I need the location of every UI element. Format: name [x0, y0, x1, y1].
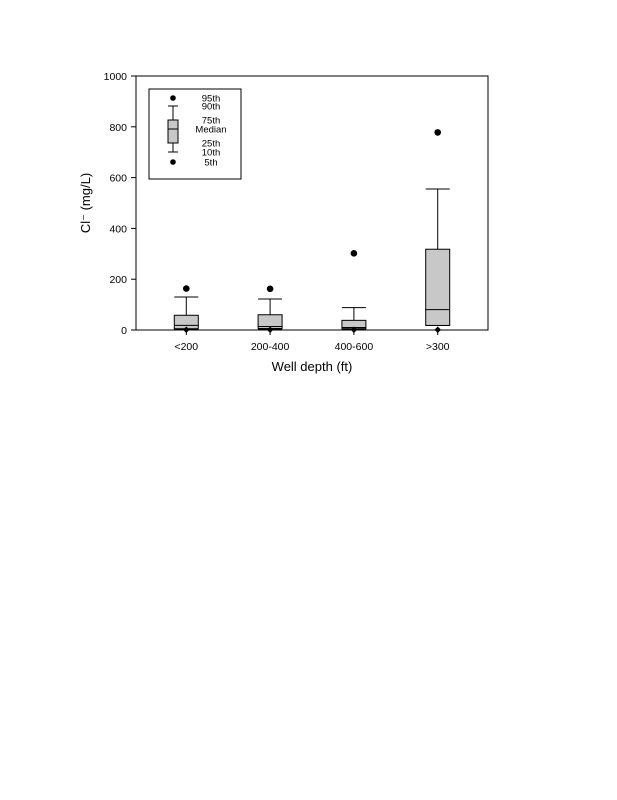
legend-label: 90th: [201, 101, 221, 113]
x-tick-label: <200: [174, 341, 199, 353]
legend-p95-symbol: [170, 95, 176, 101]
x-axis-title: Well depth (ft): [271, 359, 353, 374]
p95-point: [351, 250, 358, 257]
box-iqr: [426, 249, 450, 325]
legend-label: 25th: [201, 138, 221, 150]
p95-point: [267, 286, 274, 293]
p95-point: [434, 129, 441, 136]
legend-box: [168, 120, 178, 143]
y-tick-label: 800: [109, 121, 127, 134]
y-tick-label: 0: [121, 325, 127, 337]
legend-label: 95th: [201, 93, 221, 105]
x-tick-label: 400-600: [334, 341, 374, 353]
x-tick-label: 200-400: [250, 341, 290, 353]
y-tick-label: 400: [109, 223, 127, 236]
legend-label: 5th: [204, 157, 218, 169]
y-tick-label: 600: [109, 172, 127, 185]
x-tick-label: >300: [425, 341, 450, 353]
legend-label: 10th: [201, 147, 221, 159]
legend-p5-symbol: [170, 159, 176, 165]
y-tick-label: 1000: [103, 71, 127, 83]
box-group: [258, 286, 282, 333]
legend: [149, 89, 241, 179]
p95-point: [183, 285, 190, 292]
y-tick-label: 200: [109, 274, 127, 287]
legend-label: Median: [195, 124, 227, 136]
box-group: [342, 250, 366, 333]
box-group: [426, 129, 450, 333]
y-axis-title: Cl⁻ (mg/L): [78, 172, 93, 234]
box-group: [174, 285, 198, 333]
legend-label: 75th: [201, 115, 221, 127]
